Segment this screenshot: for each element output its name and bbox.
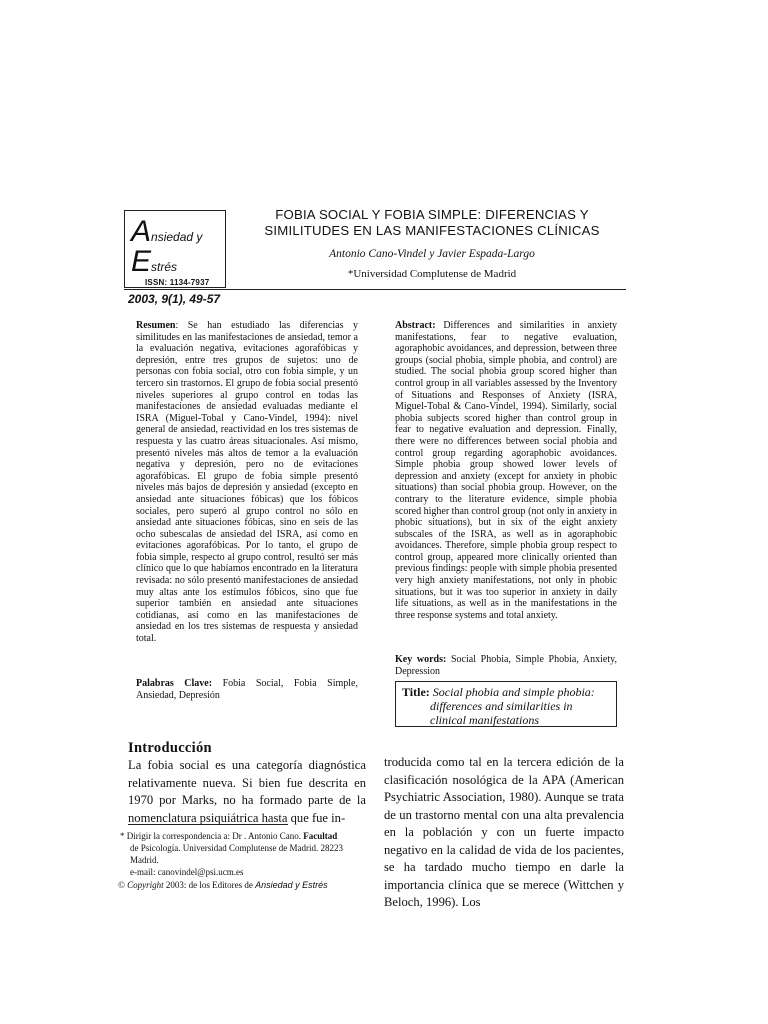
- email-address[interactable]: canovindel@psi.ucm.es: [157, 867, 244, 877]
- issn: ISSN: 1134-7937: [145, 278, 210, 287]
- footnote-marker: *: [120, 831, 125, 841]
- footnote-line-3: Madrid.: [130, 855, 159, 865]
- resumen-label: Resumen: [136, 320, 176, 331]
- english-title-line-1: Social phobia and simple phobia:: [432, 685, 595, 699]
- copyright-text: 2003: de los Editores de: [163, 880, 256, 890]
- footnote-line-1-bold: Facultad: [303, 831, 338, 841]
- english-title-line-2: differences and similarities in: [430, 699, 573, 713]
- section-heading-introduccion: Introducción: [128, 740, 212, 756]
- resumen-text: : Se han estudiado las diferencias y similitudes en las manifestaciones de ansiedad, temor a la evaluación negativa, evitaciones agorafóbicas y depresión, entre tres grupos de sujetos: uno de personas con fobia social, otro con fobia simple, y un tercero sin trastornos. El grupo de fobia social presentó niveles superiores al grupo control en todas las manifestaciones de ansiedad evaluadas mediante el ISRA (Miguel-Tobal y Cano-Vindel, 1994): nivel general de ansiedad, reactividad en los tres sistemas de respuesta y las cuatro áreas situacionales. Así mismo, presentó niveles más altos de temor a la evaluación negativa y depresión, pero no de evitaciones agorafóbicas. El grupo de fobia simple presentó niveles más bajos de depresión y ansiedad (excepto en ansiedad ante situaciones fóbicas) que los fóbicos sociales, pero superó al grupo control no sólo en ansiedad ante situaciones fóbicas, sino en seis de las ocho subescalas de ansiedad del ISRA, así como en evitaciones agorafóbicas. Por lo tanto, el grupo de fobia simple, respecto al grupo control, resultó ser más clínico que lo que habíamos encontrado en la literatura revisada: no sólo presentó manifestaciones de ansiedad muy altas ante los estímulos fóbicos, sino que fue superior también en ansiedad ante situaciones cotidianas, así como en las manifestaciones de ansiedad en los tres sistemas de respuesta y ansiedad total.: [136, 320, 358, 645]
- intro-right-column: troducida como tal en la tercera edición de la clasificación nosológica de la APA (American Psychiatric Association, 1980). Aunque se trata de un trastorno mental con una alta prevalencia en la población y con un fuerte impacto negativo en la calidad de vida de los pacientes, se ha tardado mucho tiempo en darle la importancia clínica que se merece (Wittchen y Beloch, 1996). Los: [384, 755, 624, 909]
- key-words: [395, 654, 617, 677]
- intro-left-column: La fobia social es una categoría diagnóstica relativamente nueva. Si bien fue descrita en 1970 por Marks, no ha formado parte de la nomenclatura psiquiátrica hasta que fue in-: [128, 758, 366, 825]
- logo-line-2: Estrés: [131, 245, 178, 278]
- footnote-line-1: Dirigir la correspondencia a: Dr . Antonio Cano.: [126, 831, 304, 841]
- abstract-label: Abstract:: [395, 320, 436, 331]
- copyright-brand: Ansiedad y Estrés: [255, 880, 328, 890]
- resumen: [136, 320, 358, 645]
- copyright: [118, 880, 378, 890]
- title-line-1: FOBIA SOCIAL Y FOBIA SIMPLE: DIFERENCIAS Y: [275, 207, 589, 222]
- footnote-email-line: [120, 866, 366, 878]
- article-title: [232, 207, 632, 239]
- english-title-box: [395, 681, 617, 727]
- footnote: [120, 830, 366, 878]
- english-title-line-3: clinical manifestations: [430, 713, 539, 727]
- copyright-icon: ©: [118, 880, 125, 890]
- footnote-line-2: de Psicología. Universidad Complutense de Madrid. 28223: [130, 843, 343, 853]
- key-words-text: Social Phobia, Simple Phobia, Anxiety, Depression: [395, 654, 617, 677]
- copyright-word: Copyright: [127, 880, 164, 890]
- header-divider: [124, 289, 626, 290]
- logo-line-1: Ansiedad y: [131, 215, 203, 248]
- affiliation: *Universidad Complutense de Madrid: [347, 268, 517, 280]
- footnote-divider: [128, 824, 288, 825]
- authors: Antonio Cano-Vindel y Javier Espada-Largo: [329, 248, 535, 260]
- abstract-text: Differences and similarities in anxiety manifestations, fear to negative evaluation, agoraphobic avoidances, and depression, between three groups (social phobia, simple phobia, and control) are studied. The social phobia group scored higher than control group in all variables assessed by the Inventory of Situations and Responses of Anxiety (ISRA, Miguel-Tobal & Cano-Vindel, 1994). Similarly, social phobia subjects scored higher than control group in fear to negative evaluation and depression. Finally, there were no differences between social phobia and control group regarding agoraphobic avoidances. Simple phobia group showed lower levels of depression and anxiety (except for anxiety in phobic situations) than social phobia group. However, on the contrary to the literature evidence, simple phobia scored higher than control group (not only in anxiety in phobic situations), but in six of the eight anxiety subscales of the ISRA, as well as in agoraphobic avoidances. Therefore, simple phobia group respect to control group, appeared more clinically oriented than previous findings: people with simple phobia presented very high anxiety manifestations, not only in phobic situations, but it was too superior in anxiety in daily life situations, as well as in the manifestations in the three response systems and total anxiety.: [395, 320, 617, 621]
- journal-logo: [124, 210, 226, 288]
- abstract: [395, 320, 617, 621]
- key-words-label: Key words:: [395, 654, 447, 665]
- title-line-2: SIMILITUDES EN LAS MANIFESTACIONES CLÍNICAS: [264, 223, 600, 238]
- palabras-clave: [136, 678, 358, 701]
- palabras-clave-label: Palabras Clave:: [136, 678, 213, 689]
- email-label: e-mail:: [130, 867, 158, 877]
- issue-info: 2003, 9(1), 49-57: [128, 292, 221, 306]
- english-title-label: Title:: [402, 685, 430, 699]
- palabras-clave-text: Fobia Social, Fobia Simple, Ansiedad, Depresión: [136, 678, 358, 701]
